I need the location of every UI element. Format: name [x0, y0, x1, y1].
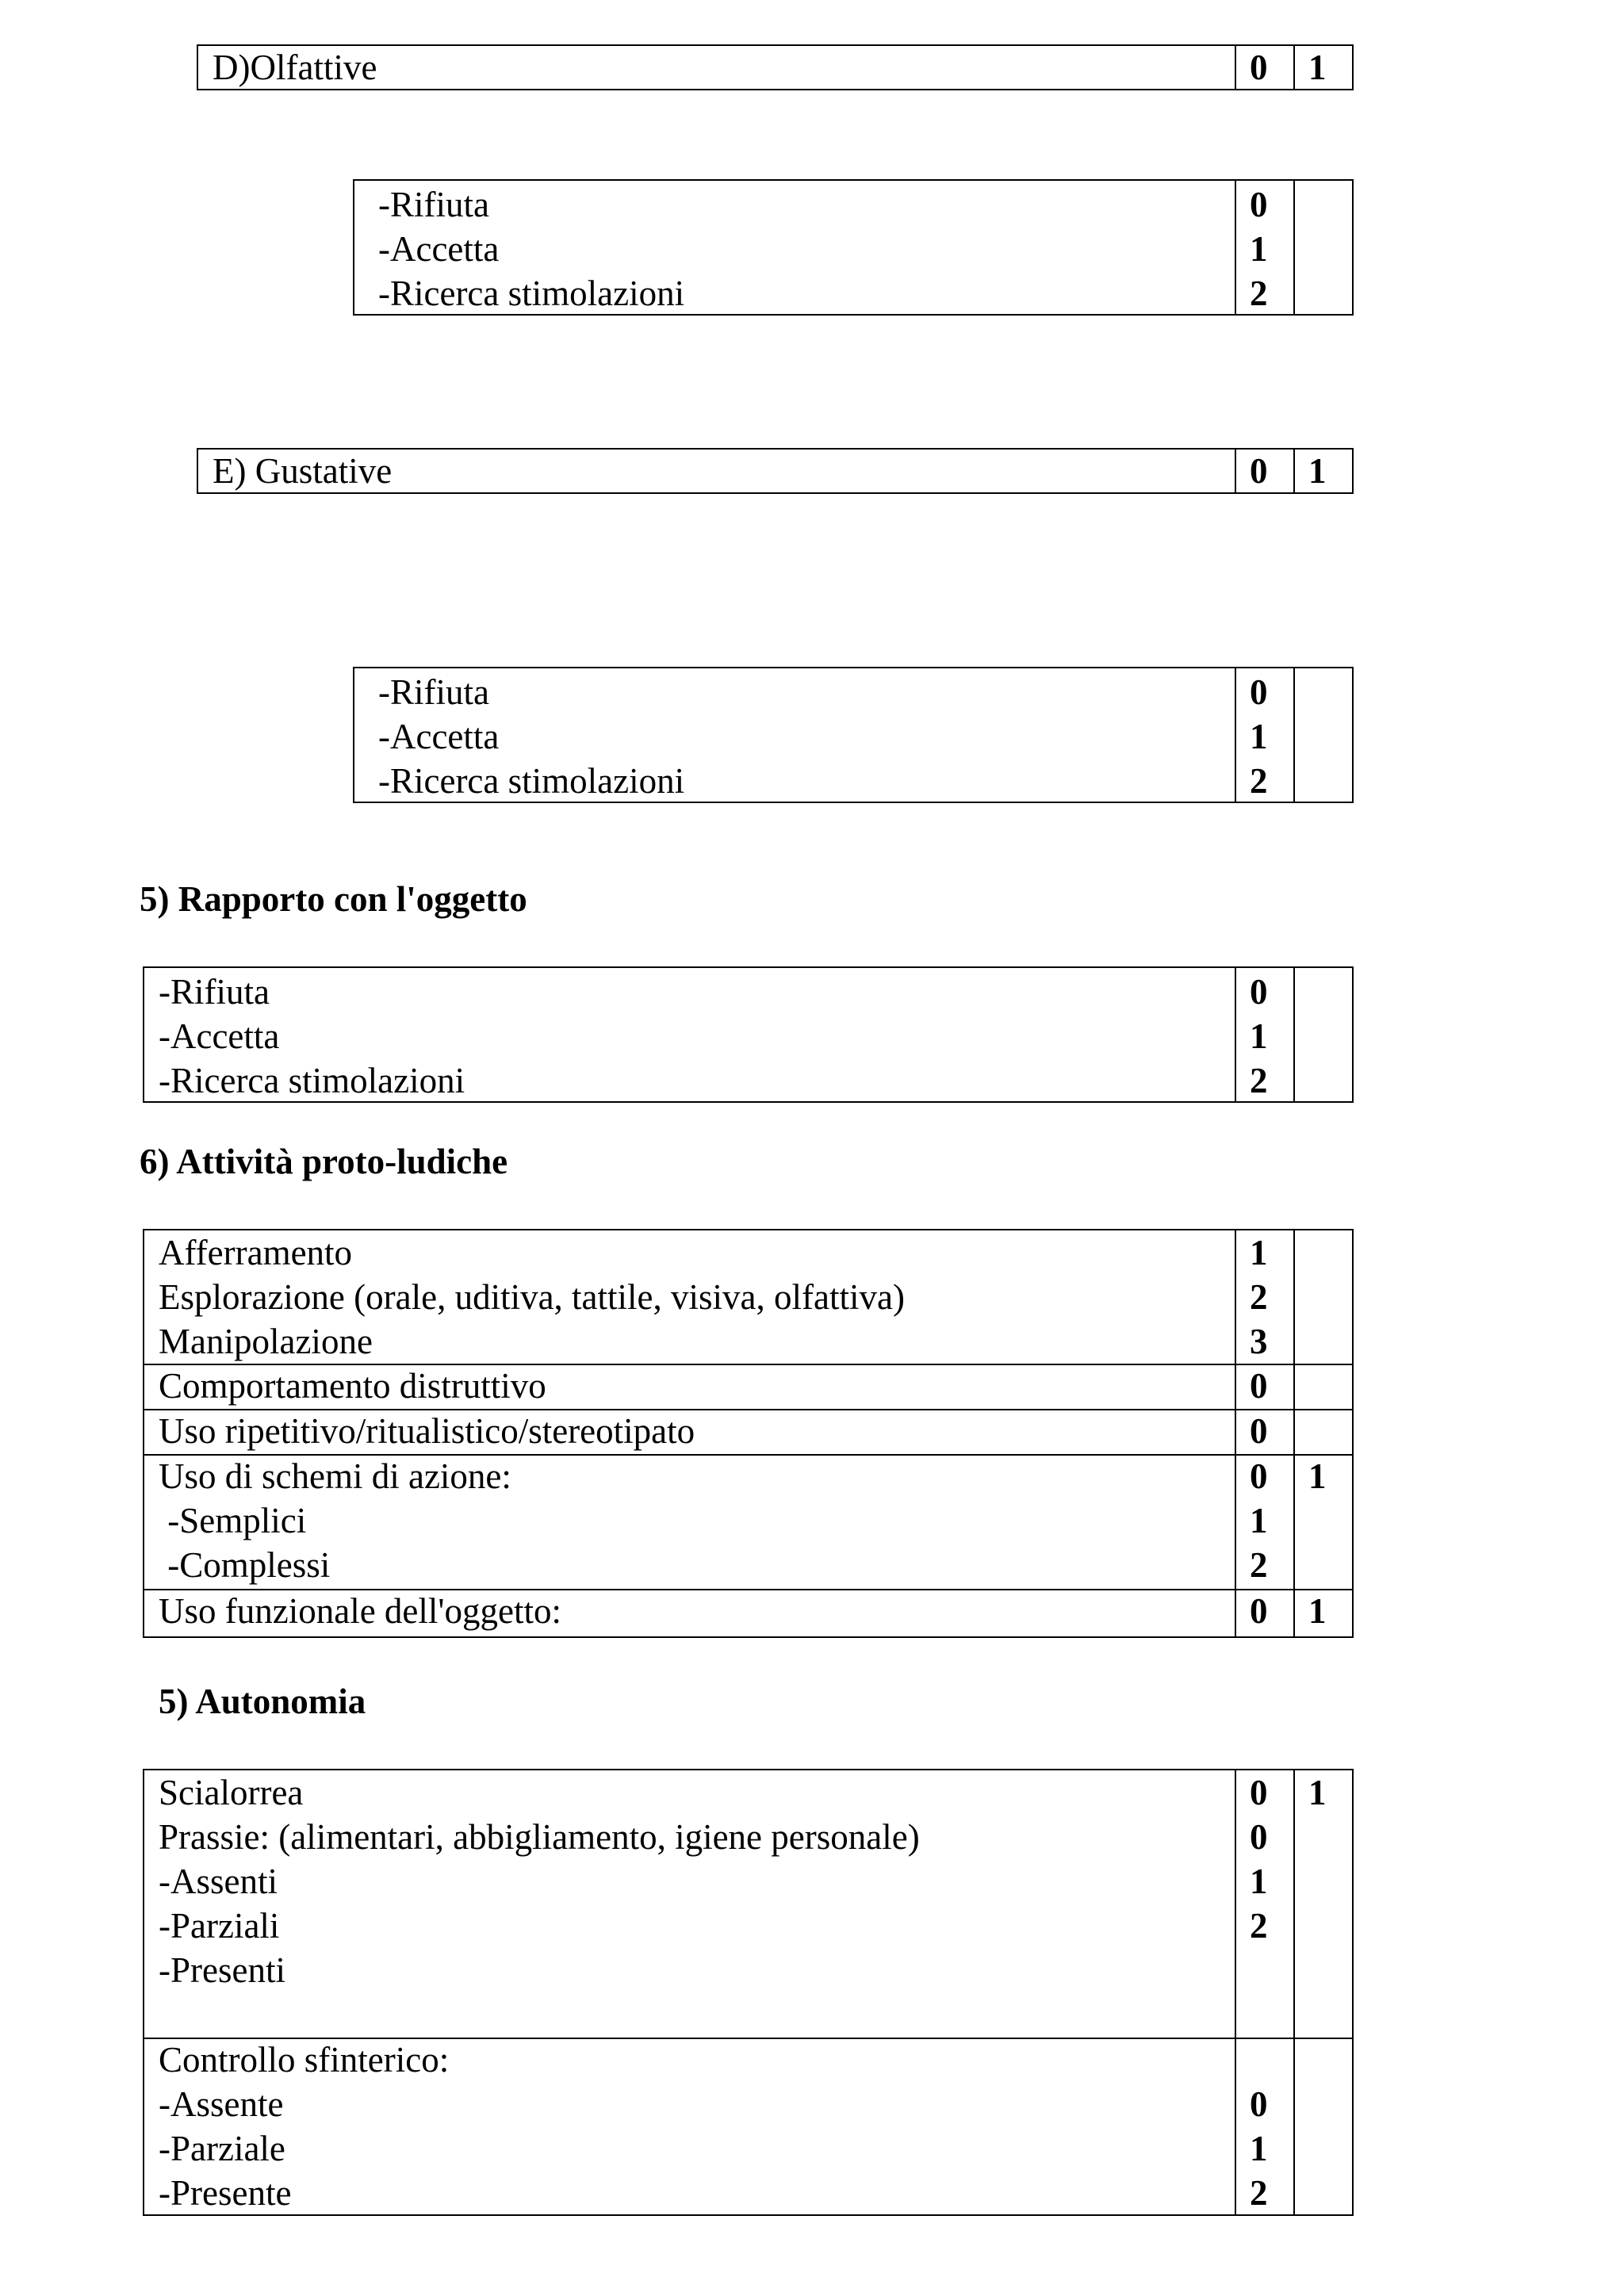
- row-extra-score: 1: [1308, 1456, 1327, 1496]
- proto-ludiche-heading: 6) Attività proto-ludiche: [140, 1142, 508, 1181]
- gustative-score-0: 0: [1250, 451, 1268, 491]
- gustative-label: E) Gustative: [213, 451, 393, 491]
- gustative-options-scores: 0 1 2: [1250, 672, 1268, 801]
- row-extra-score: 1: [1308, 1773, 1327, 1812]
- proto-ludiche-table: [143, 1229, 1354, 1638]
- gustative-options-table: [353, 667, 1354, 803]
- gustative-options-text: -Rifiuta -Accetta -Ricerca stimolazioni: [378, 672, 685, 801]
- gustative-score-1: 1: [1308, 451, 1327, 491]
- table-row: Controllo sfinterico: -Assente -Parziale -Presente: [159, 2040, 450, 2213]
- table-row: Afferramento Esplorazione (orale, uditiva, tattile, visiva, olfattiva) Manipolazione: [159, 1233, 905, 1361]
- olfattive-table: [197, 44, 1354, 90]
- row-scores: 0: [1250, 1411, 1268, 1451]
- row-scores: 0: [1250, 1366, 1268, 1406]
- table-row: Uso ripetitivo/ritualistico/stereotipato: [159, 1411, 695, 1451]
- row-extra-score: 1: [1308, 1591, 1327, 1631]
- rapporto-text: -Rifiuta -Accetta -Ricerca stimolazioni: [159, 972, 465, 1100]
- row-scores: 0 1 2: [1250, 2084, 1268, 2213]
- rapporto-table: [143, 966, 1354, 1103]
- rapporto-heading: 5) Rapporto con l'oggetto: [140, 879, 527, 919]
- olfattive-label: D)Olfattive: [213, 48, 377, 87]
- row-scores: 0: [1250, 1591, 1268, 1631]
- table-row: Scialorrea Prassie: (alimentari, abbigliamento, igiene personale) -Assenti -Parziali -Presenti: [159, 1773, 920, 1990]
- table-row: Uso di schemi di azione: -Semplici -Complessi: [159, 1456, 511, 1585]
- olfattive-options-text: -Rifiuta -Accetta -Ricerca stimolazioni: [378, 185, 685, 313]
- row-scores: 1 2 3: [1250, 1233, 1268, 1361]
- table-row: Comportamento distruttivo: [159, 1366, 546, 1406]
- row-scores: 0 1 2: [1250, 1456, 1268, 1585]
- row-scores: 0 0 1 2: [1250, 1773, 1268, 1946]
- gustative-table: [197, 448, 1354, 494]
- autonomia-heading: 5) Autonomia: [159, 1682, 366, 1721]
- olfattive-options-scores: 0 1 2: [1250, 185, 1268, 313]
- table-row: Uso funzionale dell'oggetto:: [159, 1591, 561, 1631]
- olfattive-options-table: [353, 179, 1354, 316]
- olfattive-score-1: 1: [1308, 48, 1327, 87]
- autonomia-table: [143, 1769, 1354, 2216]
- rapporto-scores: 0 1 2: [1250, 972, 1268, 1100]
- olfattive-score-0: 0: [1250, 48, 1268, 87]
